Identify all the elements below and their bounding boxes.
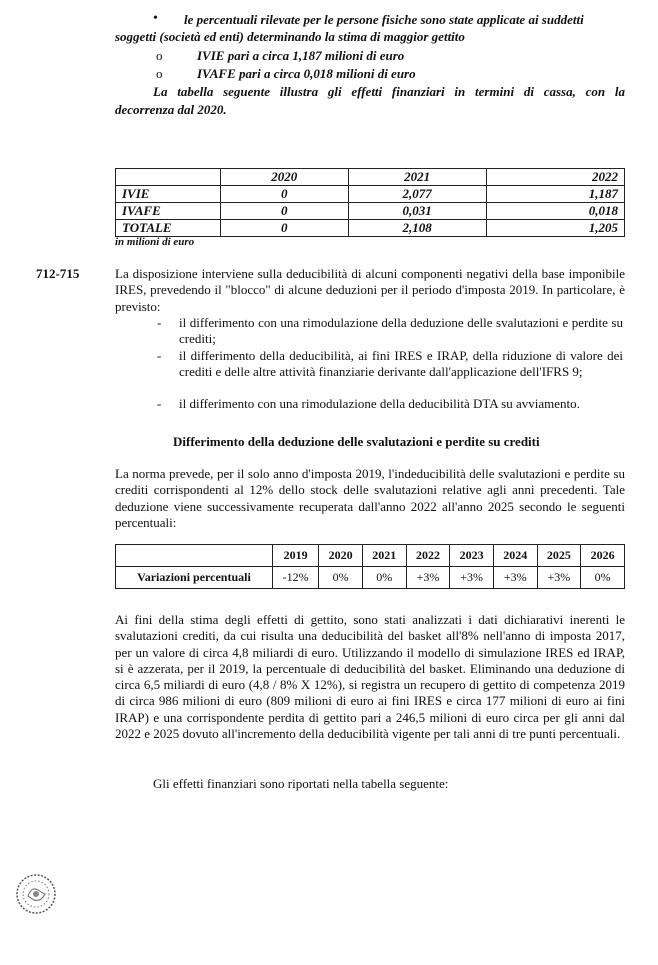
section-reference: 712-715: [36, 266, 80, 281]
table-header-cell: [116, 169, 221, 186]
bullet-text-line2: soggetti (società ed enti) determinando la stima di maggior gettito: [115, 29, 465, 44]
table-cell: 0%: [362, 567, 406, 589]
table-cell: 0%: [581, 567, 625, 589]
section-heading: Differimento della deduzione delle svalutazioni e perdite su crediti: [173, 434, 540, 449]
table-header-cell: 2020: [221, 169, 349, 186]
table-header-cell: 2026: [581, 545, 625, 567]
table-intro-line1: La tabella seguente illustra gli effetti finanziari in termini di cassa, con la: [153, 84, 625, 99]
cash-effects-table: [115, 168, 625, 237]
table-cell: IVAFE: [116, 203, 221, 220]
table-cell: 0: [221, 186, 349, 203]
table-header-cell: 2023: [450, 545, 494, 567]
table-header-cell: 2024: [493, 545, 537, 567]
sub-bullet-marker-2: o: [156, 66, 163, 81]
sub-bullet-marker-1: o: [156, 48, 163, 63]
table-cell: 0,018: [486, 203, 624, 220]
table-cell: 0: [221, 220, 349, 237]
table-cell: 2,077: [348, 186, 486, 203]
list-item-text: il differimento con una rimodulazione della deducibilità DTA su avviamento.: [179, 396, 580, 411]
table-row-label: Variazioni percentuali: [116, 567, 273, 589]
bullet-text-line1: le percentuali rilevate per le persone fisiche sono state applicate ai suddetti: [184, 12, 584, 27]
table-header-cell: 2022: [406, 545, 450, 567]
table-cell: 0%: [319, 567, 363, 589]
table-row: [116, 567, 625, 589]
table-header-cell: 2020: [319, 545, 363, 567]
table-cell: 0: [221, 203, 349, 220]
estimate-paragraph: Ai fini della stima degli effetti di gettito, sono stati analizzati i dati dichiarativi inerenti le svalutazioni crediti, da cui risulta una deducibilità del basket all'8% nell'anno di imposta 2017, per un valore di circa 4,8 miliardi di euro. Utilizzando il modello di simulazione IRES ed IRAP, si è azzerata, per il 2019, la percentuale di deducibilità del basket. Eliminando una deduzione di circa 6,5 miliardi di euro (4,8 / 8% X 12%), si registra un recupero di gettito di competenza 2019 di circa 986 milioni di euro (809 milioni di euro ai fini IRES e circa 177 milioni di euro ai fini IRAP) e una corrispondente perdita di gettito pari a 246,5 milioni di euro circa per gli anni dal 2022 e 2025 dovuto all'incremento della deducibilità vigente per tali anni di tre punti percentuali.: [115, 612, 625, 742]
table-header-row: [116, 545, 625, 567]
table-cell: 1,187: [486, 186, 624, 203]
dash-marker: -: [157, 315, 162, 330]
table-unit-note: in milioni di euro: [115, 236, 195, 248]
table-cell: +3%: [537, 567, 581, 589]
list-item: [157, 315, 625, 348]
table-header-cell: 2021: [348, 169, 486, 186]
dash-marker: -: [157, 396, 162, 411]
table-cell: IVIE: [116, 186, 221, 203]
table-cell: +3%: [406, 567, 450, 589]
sub-bullet-ivafe: IVAFE pari a circa 0,018 milioni di euro: [197, 66, 416, 81]
table-header-cell: 2021: [362, 545, 406, 567]
table-header-cell: [116, 545, 273, 567]
sub-bullet-ivie: IVIE pari a circa 1,187 milioni di euro: [197, 48, 405, 63]
table-intro-line2: decorrenza dal 2020.: [115, 102, 227, 117]
table-header-cell: 2019: [273, 545, 319, 567]
table-cell: 2,108: [348, 220, 486, 237]
list-item-text: il differimento con una rimodulazione della deduzione delle svalutazioni e perdite su crediti;: [179, 315, 623, 347]
seal-stamp-icon: [14, 872, 58, 916]
table-header-cell: 2025: [537, 545, 581, 567]
list-item: [157, 348, 625, 397]
list-item: [157, 396, 625, 413]
table-cell: TOTALE: [116, 220, 221, 237]
section-intro-paragraph: La disposizione interviene sulla deducibilità di alcuni componenti negativi della base imponibile IRES, prevedendo il "blocco" di alcune deduzioni per il periodo d'imposta 2019. In particolare, è previsto:: [115, 266, 625, 314]
deduction-paragraph: La norma prevede, per il solo anno d'imposta 2019, l'indeducibilità delle svalutazioni e perdite su crediti corrispondenti al 12% dello stock delle svalutazioni relative agli anni precedenti. Tale deduzione viene successivamente recuperata dall'anno 2022 all'anno 2025 secondo le seguenti percentuali:: [115, 466, 625, 530]
table-header-cell: 2022: [486, 169, 624, 186]
table-cell: 0,031: [348, 203, 486, 220]
dash-marker: -: [157, 348, 162, 363]
table-row: [116, 203, 625, 220]
table-row: [116, 186, 625, 203]
percentage-variations-table: [115, 544, 625, 589]
table-header-row: [116, 169, 625, 186]
bullet-marker: •: [153, 11, 158, 26]
table-cell: -12%: [273, 567, 319, 589]
table-cell: 1,205: [486, 220, 624, 237]
list-item-text: il differimento della deducibilità, ai fini IRES e IRAP, della riduzione di valore dei crediti e delle altre attività finanziarie derivante dall'applicazione dell'IFRS 9;: [179, 348, 623, 380]
closing-line: Gli effetti finanziari sono riportati nella tabella seguente:: [153, 776, 449, 791]
table-cell: +3%: [493, 567, 537, 589]
table-cell: +3%: [450, 567, 494, 589]
